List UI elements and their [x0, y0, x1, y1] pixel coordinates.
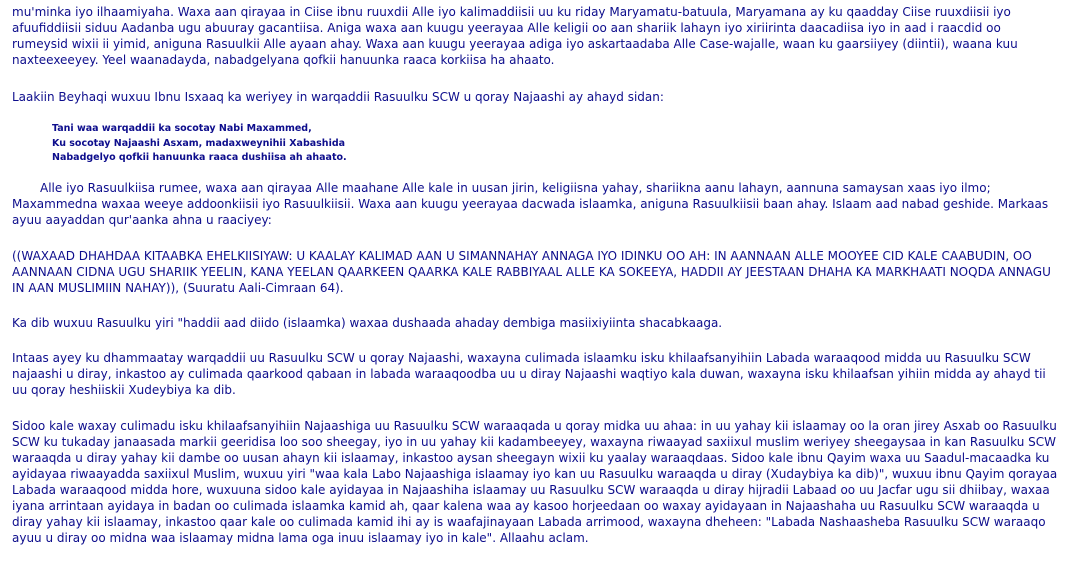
paragraph-which-najaashi: Sidoo kale waxay culimadu isku khilaafsanyihiin Najaashiga uu Rasuulku SCW waraaqada u qoray midka uu ahaa: in uu yahay kii islaamay oo la oran jirey Asxab oo Rasuulku SCW ku tukaday janaasada markii geeridisa loo soo sheegay, iyo in uu yahay kii kadambeeyey, waxayna riwaayad saxiixul muslim weriyey sheegaysaa in kan Rasuulku SCW waraaqda u diray yahay kii dambe oo uusan ahayn kii islaamay, inkastoo aysan sheegayn wixii ku yaalay waraaqdaas. Sidoo kale ibnu Qayim waxa uu Saadul-macaadka ku ayidayaa riwaayadda saxiixul Muslim, wuxuu yiri "waa kala Labo Najaashiga islaamay iyo kan uu Rasuulku waraaqda u diray (Xudaybiya ka dib)", wuxuu ibnu Qayim qorayaa Labada waraaqood midda hore, wuxuuna sidoo kale ayidayaa in Najaashiha islaamay uu Rasuulku SCW waraaqda u diray hijradii Labaad oo uu Jacfar ugu sii dhiibay, waxaa iyana arrintaan ayidaya in badan oo culimada islaamka kamid ah, qaar kalena waa ay kasoo horjeedaan oo waxay ayidayaan in Najaashaha uu Rasuulku SCW waraaqda u diray yahay kii islaamay, inkastoo qaar kale oo culimada kamid ihi ay is waafajinayaan Labada arrimood, waxayna dheheen: "Labada Nashaasheba Rasuulku SCW waraaqo ayuu u diray oo midna waa islaamay midna lama oga inuu islaamay iyo in kale". Allaahu aclam.	[12, 419, 1058, 545]
paragraph-invitation	[12, 180, 1060, 228]
quote-line: Ku socotay Najaashi Asxam, madaxweynihii Xabashida	[52, 137, 346, 149]
paragraph-invitation-text: Alle iyo Rasuulkiisa rumee, waxa aan qirayaa Alle maahane Alle kale in uusan jirin, keligiisna yahay, shariikna aanu lahayn, aannuna samaysan xaas iyo ilmo; Maxammedna waxaa weeye addoonkiisii iyo Rasuulkiisii. Waxa aan kuugu yeerayaa dacwada islaamka, aniguna Rasuulkiisii baan ahay. Islaam aad nabad geshide. Markaas ayuu aayaddan qur'aanka ahna u raaciyey:	[12, 181, 1049, 227]
paragraph-quran-verse: ((WAXAAD DHAHDAA KITAABKA EHELKIISIYAW: U KAALAY KALIMAD AAN U SIMANNAHAY ANNAGA IYO IDINKU OO AH: IN AANNAAN ALLE MOOYEE CID KALE CAABUDIN, OO AANNAAN CIDNA UGU SHARIIK YEELIN, KANA YEELAN QAARKEEN QAARKA KALE RABBIYAAL ALLE KA SOKEEYA, HADDII AY JEESTAAN DHAHA KA MARKHAATI NOQDA ANNAGU IN AAN MUSLIMIIN NAHAY)), (Suuratu Aali-Cimraan 64).	[12, 249, 1051, 295]
paragraph-beyhaqi-intro: Laakiin Beyhaqi wuxuu Ibnu Isxaaq ka weriyey in warqaddii Rasuulku SCW u qoray Najaashi ay ahayd sidan:	[12, 90, 664, 104]
paragraph-warning: Ka dib wuxuu Rasuulku yiri "haddii aad diido (islaamka) waxaa dushaada ahaday dembiga masiixiyiinta shacabkaaga.	[12, 316, 723, 330]
quote-line: Tani waa warqaddii ka socotay Nabi Maxammed,	[52, 123, 312, 134]
paragraph-scholars-dispute: Intaas ayey ku dhammaatay warqaddii uu Rasuulku SCW u qoray Najaashi, waxayna culimada islaamku isku khilaafsanyihiin Labada waraaqood midda uu Rasuulku SCW najaashi u diray, inkastoo ay culimada qaarkood qabaan in labada waraaqoodba uu u diray Najaashi waqtiyo kala duwan, waxayna isku khilaafsan yihiin midda ay ahayd tii uu qoray heshiiskii Xudeybiya ka dib.	[12, 351, 1046, 397]
quote-line: Nabadgelyo qofkii hanuunka raaca dushiisa ah ahaato.	[52, 152, 347, 163]
paragraph-letter-text: mu'minka iyo ilhaamiyaha. Waxa aan qirayaa in Ciise ibnu ruuxdii Alle iyo kalimaddiisii uu ku riday Maryamatu-batuula, Maryamana ay ku qaadday Ciise ruuxdiisii iyo afuufiddiisii siduu Aadanba ugu abuuray gacantiisa. Aniga waxa aan kuugu yeerayaa Alle keligii oo aan shariik lahayn iyo xiriirinta daacadiisa iyo in aad i raacdid oo rumeysid wixii ii yimid, aniguna Rasuulkii Alle ayaan ahay. Waxa aan kuugu yeerayaa adiga iyo askartaadaba Alle Case-wajalle, waan ku gaarsiiyey (diintii), waana kuu naxteexeeyey. Yeel waanadayda, nabadgelyana qofkii hanuunka raaca korkiisa ha ahaato.	[12, 5, 1018, 67]
letter-quote-block	[52, 122, 752, 166]
